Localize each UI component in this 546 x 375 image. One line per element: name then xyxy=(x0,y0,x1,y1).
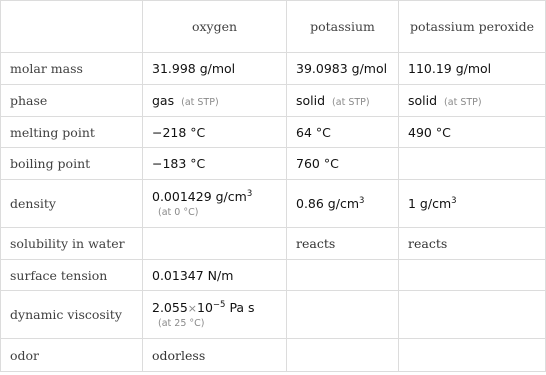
phase-value: gas xyxy=(152,93,175,108)
cell-peroxide-density xyxy=(399,180,546,228)
cell-oxygen-odor: odorless xyxy=(143,339,287,372)
cell-potassium-melting-point: 64 °C xyxy=(287,117,399,148)
cell-potassium-odor xyxy=(287,339,399,372)
row-boiling-point xyxy=(1,148,546,180)
row-label: melting point xyxy=(1,117,143,148)
row-molar-mass xyxy=(1,53,546,85)
phase-value: solid xyxy=(296,93,326,108)
condition-note: (at STP) xyxy=(444,97,482,108)
row-label: odor xyxy=(1,339,143,372)
cell-peroxide-molar-mass: 110.19 g/mol xyxy=(399,53,546,85)
corner-cell xyxy=(1,1,143,53)
cell-potassium-phase xyxy=(287,85,399,117)
header-oxygen: oxygen xyxy=(143,1,287,53)
row-label: molar mass xyxy=(1,53,143,85)
cell-peroxide-melting-point: 490 °C xyxy=(399,117,546,148)
row-solubility xyxy=(1,228,546,260)
viscosity-exponent: −5 xyxy=(212,299,226,310)
viscosity-mantissa: 2.055 xyxy=(152,300,188,315)
row-label: solubility in water xyxy=(1,228,143,260)
header-potassium: potassium xyxy=(287,1,399,53)
cell-potassium-surface-tension xyxy=(287,260,399,291)
cell-oxygen-solubility xyxy=(143,228,287,260)
cell-oxygen-melting-point: −218 °C xyxy=(143,117,287,148)
cell-potassium-viscosity xyxy=(287,291,399,339)
cell-oxygen-surface-tension: 0.01347 N/m xyxy=(143,260,287,291)
phase-value: solid xyxy=(408,93,438,108)
row-label: phase xyxy=(1,85,143,117)
row-melting-point xyxy=(1,117,546,148)
viscosity-unit: Pa s xyxy=(229,300,255,315)
viscosity-base: 10 xyxy=(197,300,213,315)
cell-peroxide-odor xyxy=(399,339,546,372)
cell-oxygen-viscosity xyxy=(143,291,287,339)
density-exponent: 3 xyxy=(359,195,365,206)
header-row xyxy=(1,1,546,53)
condition-note: (at 0 °C) xyxy=(158,207,199,218)
cell-potassium-solubility: reacts xyxy=(287,228,399,260)
cell-peroxide-solubility: reacts xyxy=(399,228,546,260)
cell-peroxide-phase xyxy=(399,85,546,117)
cell-peroxide-boiling-point xyxy=(399,148,546,180)
row-surface-tension xyxy=(1,260,546,291)
density-value: 1 g/cm xyxy=(408,196,452,211)
condition-note: (at STP) xyxy=(332,97,370,108)
cell-potassium-density xyxy=(287,180,399,228)
condition-note: (at STP) xyxy=(181,97,219,108)
cell-oxygen-phase xyxy=(143,85,287,117)
row-density xyxy=(1,180,546,228)
cell-potassium-boiling-point: 760 °C xyxy=(287,148,399,180)
cell-potassium-molar-mass: 39.0983 g/mol xyxy=(287,53,399,85)
density-exponent: 3 xyxy=(451,195,457,206)
row-phase xyxy=(1,85,546,117)
times-sign: × xyxy=(187,302,198,315)
header-potassium-peroxide: potassium peroxide xyxy=(399,1,546,53)
cell-peroxide-viscosity xyxy=(399,291,546,339)
cell-oxygen-density xyxy=(143,180,287,228)
cell-oxygen-molar-mass: 31.998 g/mol xyxy=(143,53,287,85)
cell-oxygen-boiling-point: −183 °C xyxy=(143,148,287,180)
condition-note: (at 25 °C) xyxy=(158,318,205,329)
cell-peroxide-surface-tension xyxy=(399,260,546,291)
density-value: 0.86 g/cm xyxy=(296,196,360,211)
row-label: boiling point xyxy=(1,148,143,180)
row-label: density xyxy=(1,180,143,228)
row-label: dynamic viscosity xyxy=(1,291,143,339)
row-dynamic-viscosity xyxy=(1,291,546,339)
density-value: 0.001429 g/cm xyxy=(152,189,247,204)
row-odor xyxy=(1,339,546,372)
density-exponent: 3 xyxy=(246,188,253,199)
row-label: surface tension xyxy=(1,260,143,291)
